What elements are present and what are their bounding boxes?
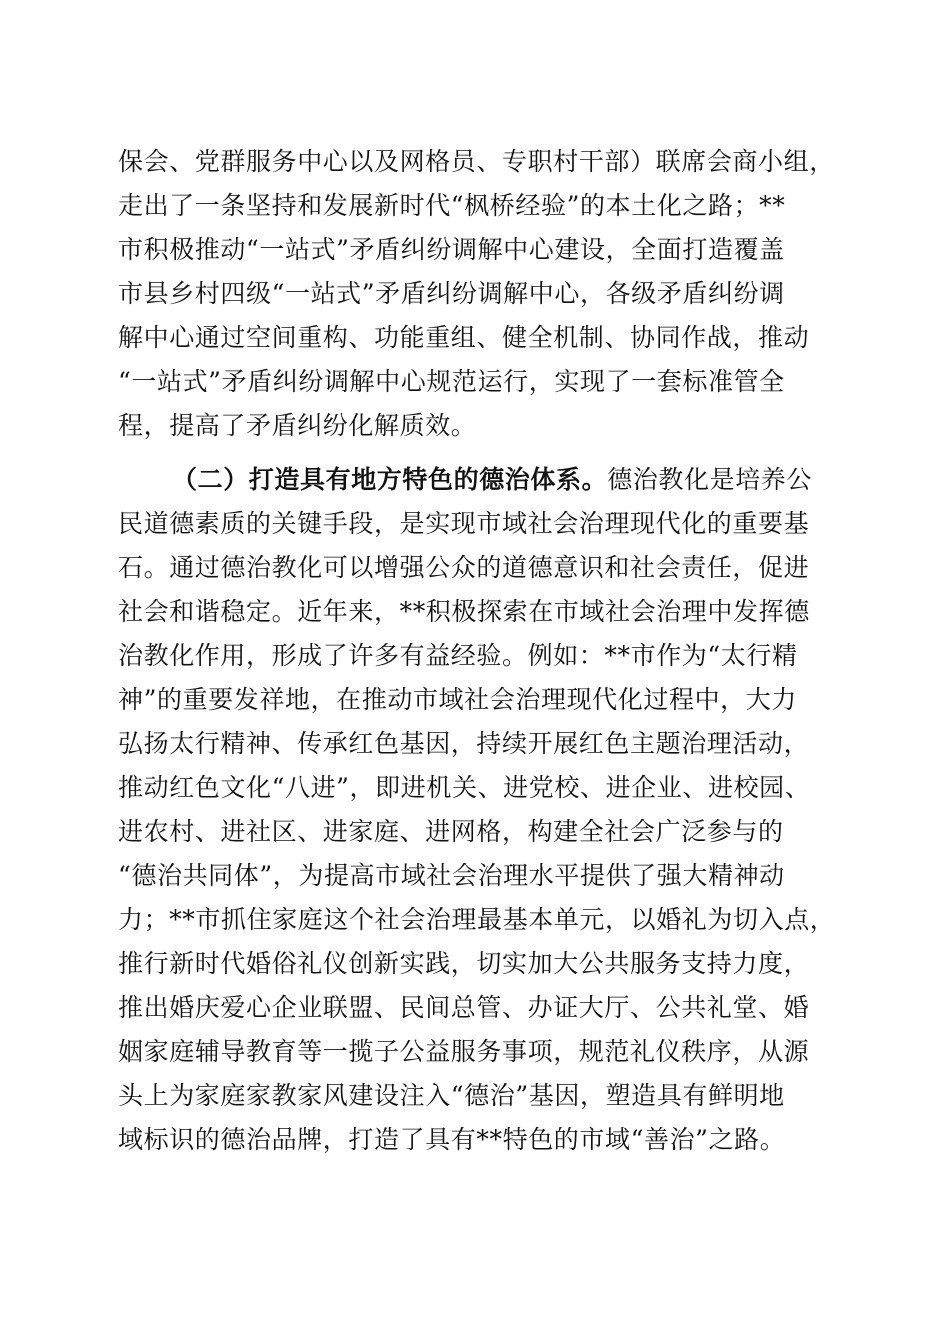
text-line: 姻家庭辅导教育等一揽子公益服务事项，规范礼仪秩序，从源 xyxy=(118,1037,810,1066)
text-line: 推出婚庆爱心企业联盟、民间总管、办证大厅、公共礼堂、婚 xyxy=(118,993,810,1022)
text-line: 市积极推动“一站式”矛盾纠纷调解中心建设，全面打造覆盖 xyxy=(118,235,785,264)
text-line: 德治教化是培养公 xyxy=(607,465,813,494)
text-line: 保会、党群服务中心以及网格员、专职村干部）联席会商小组， xyxy=(118,147,835,176)
text-line: 推行新时代婚俗礼仪创新实践，切实加大公共服务支持力度， xyxy=(118,949,810,978)
section-heading: （二）打造具有地方特色的德治体系。 xyxy=(172,465,608,494)
text-line: 石。通过德治教化可以增强公众的道德意识和社会责任，促进 xyxy=(118,553,810,582)
text-line: 头上为家庭家教家风建设注入“德治”基因，塑造具有鲜明地 xyxy=(118,1081,785,1110)
text-line: 弘扬太行精神、传承红色基因，持续开展红色主题治理活动， xyxy=(118,729,810,758)
text-line: 力；**市抓住家庭这个社会治理最基本单元，以婚礼为切入点， xyxy=(118,905,836,934)
paragraph-first-line xyxy=(172,458,838,502)
text-line: 程，提高了矛盾纠纷化解质效。 xyxy=(118,411,477,440)
text-line: 社会和谐稳定。近年来，**积极探索在市域社会治理中发挥德 xyxy=(118,597,810,626)
text-line: 走出了一条坚持和发展新时代“枫桥经验”的本土化之路；** xyxy=(118,191,786,220)
text-line: 市县乡村四级“一站式”矛盾纠纷调解中心，各级矛盾纠纷调 xyxy=(118,279,785,308)
text-line: “德治共同体”，为提高市域社会治理水平提供了强大精神动 xyxy=(118,861,785,890)
text-line: 进农村、进社区、进家庭、进网格，构建全社会广泛参与的 xyxy=(118,817,784,846)
text-line: 推动红色文化“八进”，即进机关、进党校、进企业、进校园、 xyxy=(118,773,811,802)
text-line: 神”的重要发祥地，在推动市域社会治理现代化过程中，大力 xyxy=(118,685,797,714)
text-line: 民道德素质的关键手段，是实现市域社会治理现代化的重要基 xyxy=(118,509,810,538)
text-line: “一站式”矛盾纠纷调解中心规范运行，实现了一套标准管全 xyxy=(118,367,785,396)
text-line: 解中心通过空间重构、功能重组、健全机制、协同作战，推动 xyxy=(118,323,810,352)
text-line: 治教化作用，形成了许多有益经验。例如：**市作为“太行精 xyxy=(118,641,798,670)
text-line: 域标识的德治品牌，打造了具有**特色的市域“善治”之路。 xyxy=(118,1125,786,1154)
